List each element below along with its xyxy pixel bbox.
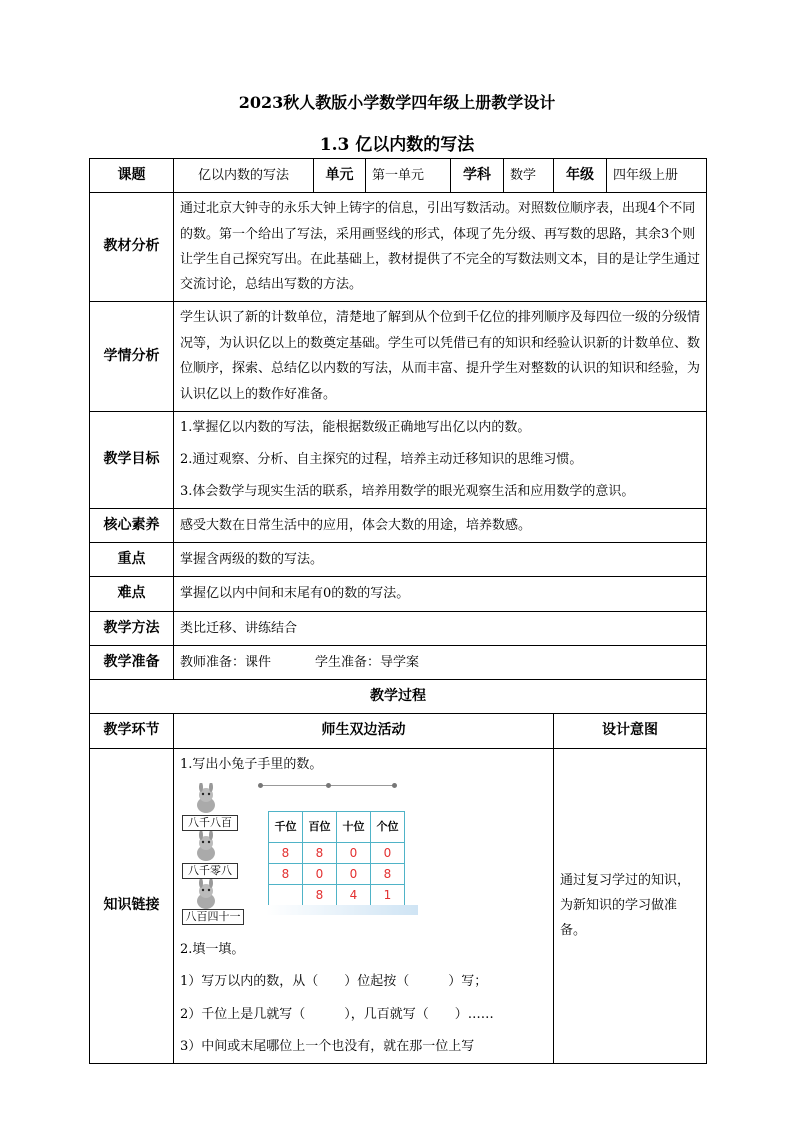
teaching-goals-row [90,411,707,508]
knowledge-link-activity [174,748,554,1063]
rope-knot [326,783,331,788]
place-header-tens: 十位 [337,812,371,843]
rabbit-icon [188,831,224,863]
digit-cell: 8 [303,885,337,906]
preparation-text [174,645,707,679]
rabbit-icon [188,783,224,815]
grade-value: 四年级上册 [607,159,707,193]
rabbit-number-label: 八千八百 [182,815,238,831]
question-1: 1.写出小兔子手里的数。 [180,756,323,772]
teaching-goals-label: 教学目标 [90,411,174,508]
textbook-analysis-text: 通过北京大钟寺的永乐大钟上铸字的信息，引出写数活动。对照数位顺序表，出现4个不同的数。第一个给出了写法，采用画竖线的形式，体现了先分级、再写数的思路，其余3个则让学生自己探究写出。在此基础上，教材提供了不完全的写数法则文本，目的是让学生通过交流讨论，总结出写数的方法。 [174,193,707,301]
unit-label: 单元 [314,159,366,193]
method-label: 教学方法 [90,611,174,645]
place-header-ones: 个位 [371,812,405,843]
design-intent-text: 通过复习学过的知识，为新知识的学习做准备。 [554,748,707,1063]
place-value-row [269,864,405,885]
fill-blank-item: 3）中间或末尾哪位上一个也没有，就在那一位上写 [180,1039,475,1055]
method-text: 类比迁移、讲练结合 [174,611,707,645]
core-literacy-label: 核心素养 [90,508,174,542]
rabbit-place-value-figure [180,781,420,931]
stage-column-header: 教学环节 [90,714,174,748]
goal-item: 3.体会数学与现实生活的联系，培养用数学的眼光观察生活和应用数学的意识。 [180,484,635,500]
key-point-label: 重点 [90,543,174,577]
digit-cell: 0 [337,864,371,885]
key-point-text: 掌握含两级的数的写法。 [174,543,707,577]
subject-label: 学科 [451,159,504,193]
place-value-table [268,811,405,906]
student-analysis-label: 学情分析 [90,301,174,411]
digit-cell: 8 [269,843,303,864]
topic-label: 课题 [90,159,174,193]
preparation-label: 教学准备 [90,645,174,679]
subject-value: 数学 [504,159,554,193]
knowledge-link-row [90,748,707,1063]
rope-knot [392,783,397,788]
lesson-title: 1.3 亿以内数的写法 [319,135,475,155]
rope-line [260,785,395,786]
core-literacy-text: 感受大数在日常生活中的应用，体会大数的用途，培养数感。 [174,508,707,542]
digit-cell: 8 [269,864,303,885]
fill-blank-item: 2）千位上是几就写（ ），几百就写（ ）…… [180,1006,494,1022]
core-literacy-row [90,508,707,542]
rabbit-number-label: 八百四十一 [182,909,244,925]
process-header-row [90,714,707,748]
unit-value: 第一单元 [366,159,451,193]
digit-cell: 0 [337,843,371,864]
difficulty-row [90,577,707,611]
teacher-preparation: 教师准备：课件 [180,654,272,670]
rabbit-icon [188,879,224,911]
header-row [90,159,707,193]
student-analysis-text: 学生认识了新的计数单位，清楚地了解到从个位到千亿位的排列顺序及每四位一级的分级情况等，为认识亿以上的数奠定基础。学生可以凭借已有的知识和经验认识新的计数单位、数位顺序，探索、总结亿以内数的写法，从而丰富、提升学生对整数的认识的知识和经验，为认识亿以上的数作好准备。 [174,301,707,411]
rabbit-number-label: 八千零八 [182,863,238,879]
place-value-header-row [269,812,405,843]
textbook-analysis-label: 教材分析 [90,193,174,301]
teaching-goals-list [174,411,707,508]
student-analysis-row [90,301,707,411]
activity-column-header: 师生双边活动 [174,714,554,748]
lesson-plan-table [89,158,707,1064]
intent-column-header: 设计意图 [554,714,707,748]
preparation-row [90,645,707,679]
difficulty-label: 难点 [90,577,174,611]
knowledge-link-label: 知识链接 [90,748,174,1063]
figure-base-shade [266,905,418,915]
digit-cell [269,885,303,906]
topic-value: 亿以内数的写法 [174,159,314,193]
digit-cell: 4 [337,885,371,906]
method-row [90,611,707,645]
goal-item: 1.掌握亿以内数的写法，能根据数级正确地写出亿以内的数。 [180,419,531,435]
document-title: 2023秋人教版小学数学四年级上册教学设计 [238,93,556,112]
process-title: 教学过程 [90,680,707,714]
textbook-analysis-row [90,193,707,301]
goal-item: 2.通过观察、分析、自主探究的过程，培养主动迁移知识的思维习惯。 [180,452,583,468]
digit-cell: 0 [303,864,337,885]
digit-cell: 0 [371,843,405,864]
student-preparation: 学生准备：导学案 [315,654,420,670]
question-2: 2.填一填。 [180,942,245,958]
digit-cell: 8 [371,864,405,885]
fill-blank-item: 1）写万以内的数，从（ ）位起按（ ）写； [180,974,488,990]
key-point-row [90,543,707,577]
grade-label: 年级 [554,159,607,193]
process-title-row [90,680,707,714]
place-header-thousands: 千位 [269,812,303,843]
digit-cell: 1 [371,885,405,906]
place-header-hundreds: 百位 [303,812,337,843]
place-value-row [269,843,405,864]
difficulty-text: 掌握亿以内中间和末尾有0的数的写法。 [174,577,707,611]
rope-knot [258,783,263,788]
digit-cell: 8 [303,843,337,864]
place-value-row [269,885,405,906]
